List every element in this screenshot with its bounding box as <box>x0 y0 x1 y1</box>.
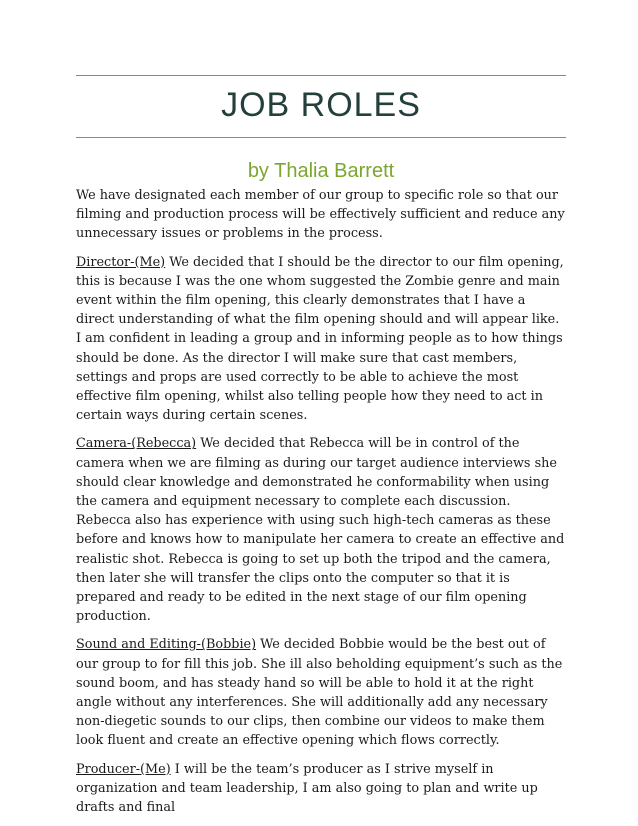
document-body <box>76 186 566 826</box>
section-camera <box>76 434 566 626</box>
title-top-rule <box>76 75 566 76</box>
page-title: JOB ROLES <box>221 86 421 124</box>
section-text-director: We decided that I should be the director to our film opening, this is because I was the one whom suggested the Zombie genre and main event within the film opening, this clearly demonstrates that I have a direct understanding of what the film opening should and will appear like. I am confident in leading a group and in informing people as to how things should be done. As the director I will make sure that cast members, settings and props are used correctly to be able to achieve the most effective film opening, whilst also telling people how they need to act in certain ways during certain scenes. <box>76 254 564 424</box>
intro-paragraph: We have designated each member of our group to specific role so that our filming and production process will be effectively sufficient and reduce any unnecessary issues or problems in the process. <box>76 188 565 242</box>
section-producer <box>76 760 566 818</box>
role-label-director: Director-(Me) <box>76 254 166 270</box>
page-subtitle: by Thalia Barrett <box>247 160 395 182</box>
role-label-camera: Camera-(Rebecca) <box>76 436 197 452</box>
section-text-sound-editing: We decided Bobbie would be the best out of our group to for fill this job. She ill also beholding equipment’s such as the sound boom, and has steady hand so will be able to hold it at the right angle without any interferences. She will additionally add any necessary non-diegetic sounds to our clips, then combine our videos to make them look fluent and create an effective opening which flows correctly. <box>76 637 563 749</box>
role-label-sound-editing: Sound and Editing-(Bobbie) <box>76 637 257 653</box>
section-text-producer: I will be the team’s producer as I strive myself in organization and team leadership, I am also going to plan and write up drafts and final <box>76 761 538 816</box>
section-director <box>76 253 566 426</box>
section-sound-editing <box>76 635 566 750</box>
role-label-producer: Producer-(Me) <box>76 761 171 777</box>
title-bottom-rule <box>76 137 566 138</box>
section-text-camera: We decided that Rebecca will be in control of the camera when we are filming as during our target audience interviews she should clear knowledge and demonstrated he conformability when using the camera and equipment necessary to complete each discussion. Rebecca also has experience with using such high-tech cameras as these before and knows how to manipulate her camera to create an effective and realistic shot. Rebecca is going to set up both the tripod and the camera, then later she will transfer the clips onto the computer so that it is prepared and ready to be edited in the next stage of our film opening production. <box>76 436 565 625</box>
